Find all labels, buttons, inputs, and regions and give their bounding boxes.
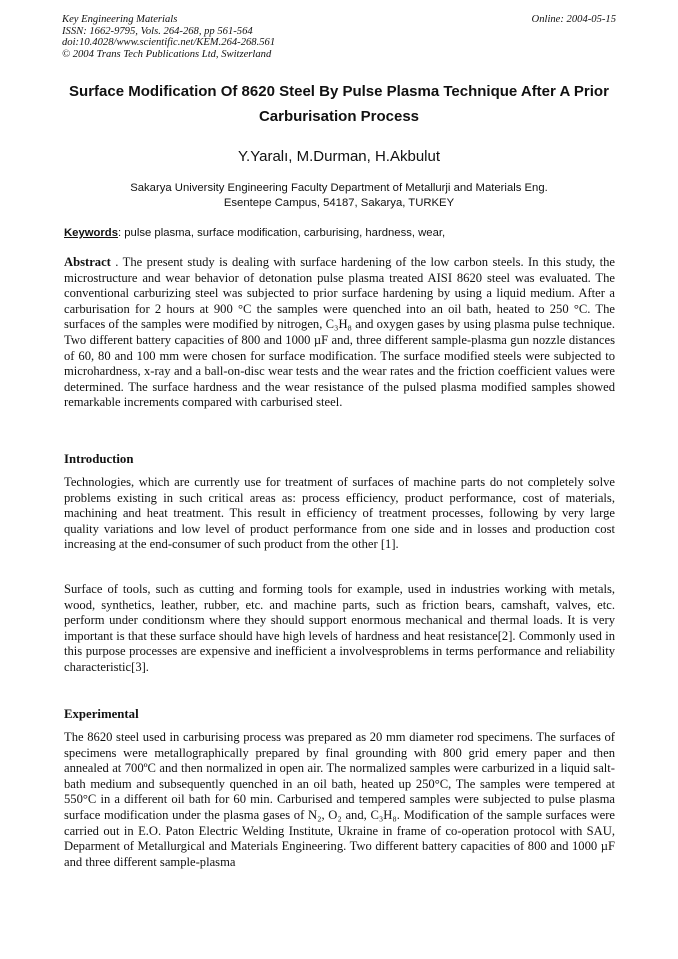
introduction-paragraph-1: Technologies, which are currently use for treatment of surfaces of machine parts do not completely solve problems existing in such critical areas as: process efficiency, product performance, cost of materials, machining and heat treatment. This result in efficiency of treatment processes, following by very large quality variations and low level of product performance from one side and in losses and production cost increasing at the end-consumer of such product from the other [1]. [64,475,615,552]
journal-header [62,14,616,60]
introduction-paragraph-2: Surface of tools, such as cutting and forming tools for example, used in industries working with metals, wood, synthetics, leather, rubber, etc. and machine parts, such as friction bears, camshaft, valves, etc. perform under conditionsm where they should support enormous mechanical and thermal loads. It is very important is that these surface should have high levels of hardness and heat resistance[2]. Commonly used in this purpose processes are expensive and inefficient a involvesproblems in terms performance and reliability characteristic[3]. [64,582,615,674]
keywords-text: : pulse plasma, surface modification, carburising, hardness, wear, [118,227,446,239]
paper-title: Surface Modification Of 8620 Steel By Pulse Plasma Technique After A Prior Carburisation Process [69,83,609,125]
online-date: Online: 2004-05-15 [531,14,616,25]
journal-name: Key Engineering Materials [62,14,178,25]
abstract-text: . The present study is dealing with surface hardening of the low carbon steels. In this study, the microstructure and wear behavior of detonation pulse plasma treated AISI 8620 steel was evaluated. The conventional carburizing steel was subjected to prior surface hardening by using a liquid medium. After a carburisation for 2 hours at 900 °C the samples were quenched into an oil bath, heated to 250 °C. The surfaces of the samples were modified by nitrogen, C₃H₈ and oxygen gases by using plasma pulse technique. Two different battery capacities of 800 and 1000 µF and, three different sample-plasma gun nozzle distances of 60, 80 and 100 mm were chosen for surface modification. The surface modified steels were subjected to microhardness, x-ray and a ball-on-disc wear tests and the wear rates and the friction coefficient values were determined. The surface hardness and the wear resistance of the pulsed plasma modified samples showed remarkable increments compared with carburised steel. [64,255,615,410]
keywords-label: Keywords [64,227,118,239]
abstract-paragraph [64,255,615,411]
journal-copyright: © 2004 Trans Tech Publications Ltd, Switzerland [62,48,272,60]
journal-doi: doi:10.4028/www.scientific.net/KEM.264-268.561 [62,37,276,49]
affiliation-line-2: Esentepe Campus, 54187, Sakarya, TURKEY [223,197,455,209]
author-affiliation [62,181,616,211]
experimental-heading: Experimental [64,707,139,721]
introduction-heading: Introduction [64,452,134,466]
experimental-paragraph: The 8620 steel used in carburising process was prepared as 20 mm diameter rod specimens. The surfaces of specimens were metallographically prepared by final grounding with 800 grid emery paper and then annealed at 700ºC and then normalized in open air. The normalized samples were carburized in a liquid salt-bath medium and subsequently quenched in an oil bath, heated up 250°C, The samples were tempered at 550°C in a different oil bath for 60 min. Carburised and tempered samples were subjected to pulse plasma surface modification under the plasma gases of N₂, O₂ and, C₃H₈. Modification of the sample surfaces were carried out in E.O. Paton Electric Welding Institute, Ukraine in frame of co-operation protocol with SAU, Deparment of Metallurgical and Materials Engineering. Two different battery capacities of 800 and 1000 µF and three different sample-plasma [64,730,615,869]
paper-authors: Y.Yaralı, M.Durman, H.Akbulut [237,148,441,165]
journal-issn: ISSN: 1662-9795, Vols. 264-268, pp 561-564 [62,25,253,37]
keywords-line [64,226,616,241]
abstract-label: Abstract [64,255,111,269]
affiliation-line-1: Sakarya University Engineering Faculty Department of Metallurji and Materials Eng. [130,182,548,194]
